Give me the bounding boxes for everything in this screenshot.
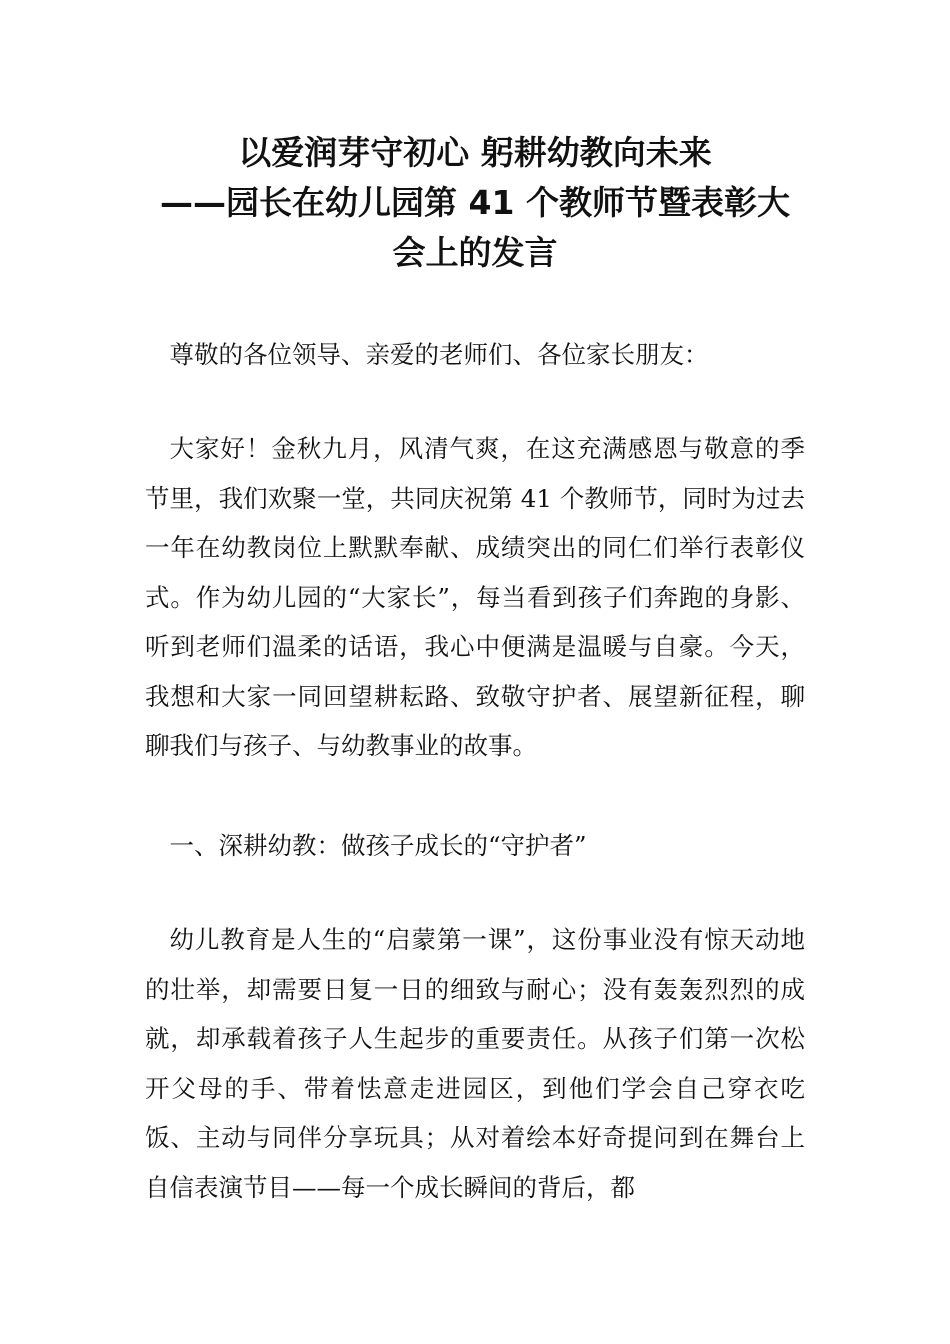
title-line-2: ——园长在幼儿园第 41 个教师节暨表彰大 (160, 183, 790, 222)
section-heading-1: 一、深耕幼教：做孩子成长的“守护者” (169, 831, 587, 860)
intro-paragraph: 大家好！金秋九月，风清气爽，在这充满感恩与敬意的季节里，我们欢聚一堂，共同庆祝第 41 个教师节，同时为过去一年在幼教岗位上默默奉献、成绩突出的同仁们举行表彰仪式。作为幼儿园的“大家长”，每当看到孩子们奔跑的身影、听到老师们温柔的话语，我心中便满是温暖与自豪。今天，我想和大家一同回望耕耘路、致敬守护者、展望新征程，聊聊我们与孩子、与幼教事业的故事。 (145, 434, 805, 760)
salutation-paragraph: 尊敬的各位领导、亲爱的老师们、各位家长朋友： (169, 340, 709, 369)
title-line-1: 以爱润芽守初心 躬耕幼教向未来 (238, 133, 712, 172)
title-line-3: 会上的发言 (392, 233, 558, 272)
section-1-body-paragraph: 幼儿教育是人生的“启蒙第一课”，这份事业没有惊天动地的壮举，却需要日复一日的细致与耐心；没有轰轰烈烈的成就，却承载着孩子人生起步的重要责任。从孩子们第一次松开父母的手、带着怯意走进园区，到他们学会自己穿衣吃饭、主动与同伴分享玩具；从对着绘本好奇提问到在舞台上自信表演节目——每一个成长瞬间的背后，都 (145, 925, 805, 1202)
document-title (120, 128, 830, 278)
